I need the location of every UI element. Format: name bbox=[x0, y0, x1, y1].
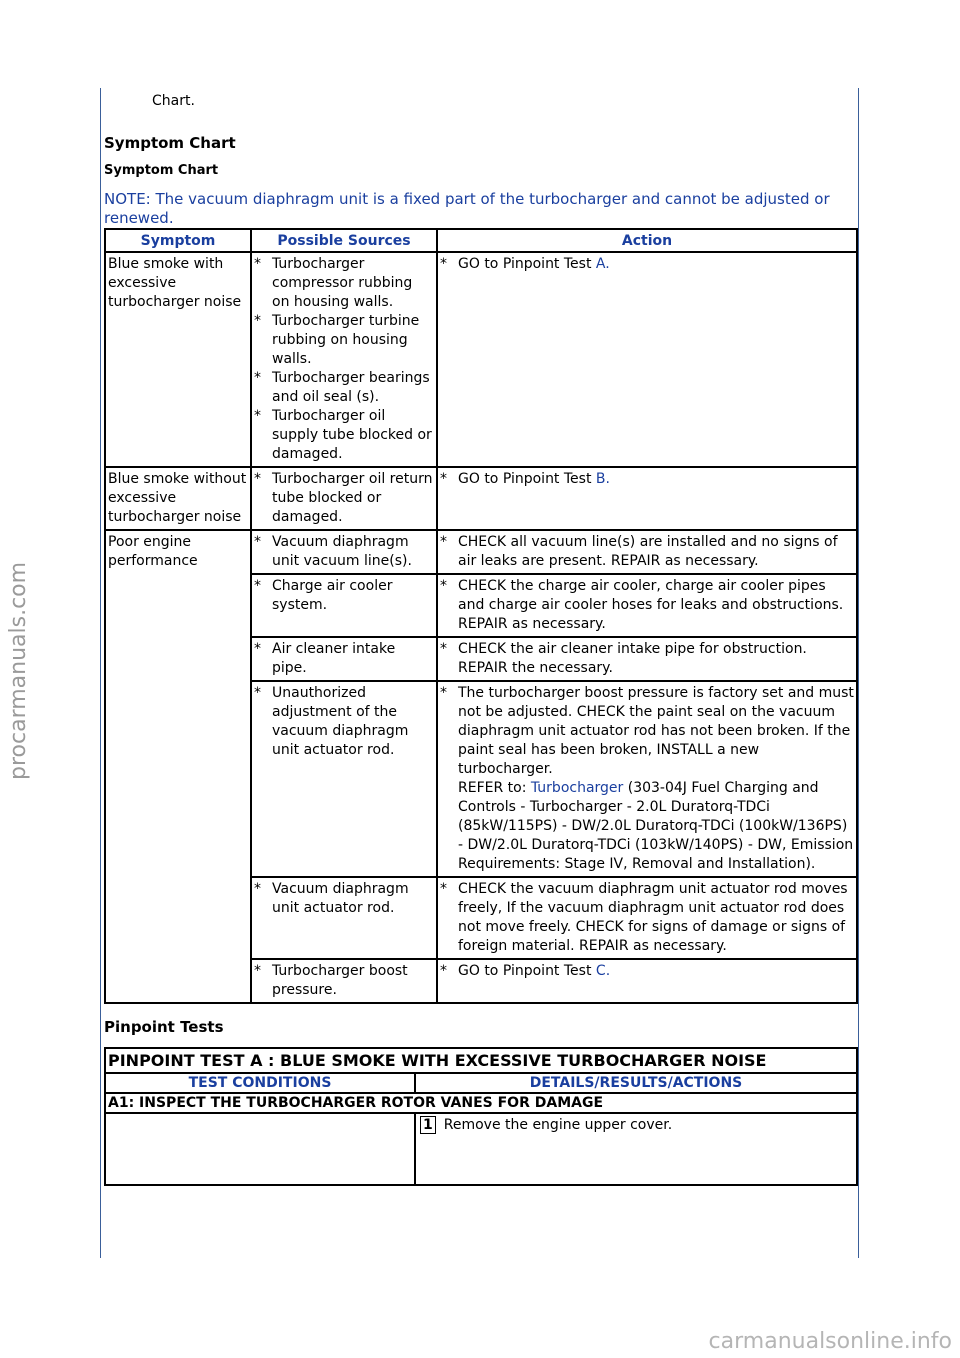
action-cell: * CHECK the charge air cooler, charge air cooler pipes and charge air cooler hoses for leaks and obstructions. REPAIR as necessary. bbox=[437, 574, 857, 637]
list-item: * Turbocharger turbine rubbing on housing walls. bbox=[254, 313, 420, 367]
pinpoint-tests-heading: Pinpoint Tests bbox=[104, 1018, 224, 1036]
table-row bbox=[105, 530, 857, 574]
document-content bbox=[104, 88, 856, 1186]
sources-cell: * Turbocharger boost pressure. bbox=[251, 959, 437, 1003]
symptom-chart-heading: Symptom Chart bbox=[104, 134, 236, 152]
page-frame-left bbox=[100, 88, 101, 1258]
symptom-chart-subheading: Symptom Chart bbox=[104, 163, 219, 178]
table-row bbox=[105, 467, 857, 530]
page-footer-faint bbox=[410, 1300, 413, 1311]
symptom-cell: Blue smoke without excessive turbocharger noise bbox=[105, 467, 251, 530]
pinpoint-test-title: PINPOINT TEST A : BLUE SMOKE WITH EXCESSIVE TURBOCHARGER NOISE bbox=[105, 1048, 857, 1073]
continued-text: Chart. bbox=[152, 93, 195, 109]
table-header-row bbox=[105, 229, 857, 252]
sources-cell bbox=[251, 467, 437, 530]
pinpoint-link-c[interactable]: C bbox=[595, 963, 606, 979]
list-item: * Turbocharger oil return tube blocked or damaged. bbox=[254, 471, 433, 525]
action-cell: * CHECK the vacuum diaphragm unit actuator rod moves freely, If the vacuum diaphragm unit actuator rod does not move freely. CHECK for signs of damage or signs of foreign material. REPAIR as necessary. bbox=[437, 877, 857, 959]
details-cell bbox=[415, 1113, 857, 1185]
page-frame-right bbox=[858, 88, 859, 1258]
action-cell: * GO to Pinpoint Test B. bbox=[437, 467, 857, 530]
pinpoint-link-a[interactable]: A bbox=[595, 256, 606, 272]
header-symptom: Symptom bbox=[105, 229, 251, 252]
action-cell: * CHECK the air cleaner intake pipe for obstruction. REPAIR the necessary. bbox=[437, 637, 857, 681]
header-test-conditions: TEST CONDITIONS bbox=[105, 1073, 415, 1093]
step-number: 1 bbox=[420, 1116, 436, 1134]
pinpoint-test-table bbox=[104, 1047, 858, 1186]
list-item: * Turbocharger bearings and oil seal (s). bbox=[254, 370, 430, 405]
sources-cell: * Unauthorized adjustment of the vacuum diaphragm unit actuator rod. bbox=[251, 681, 437, 877]
sources-cell: * Vacuum diaphragm unit actuator rod. bbox=[251, 877, 437, 959]
header-details-results-actions: DETAILS/RESULTS/ACTIONS bbox=[415, 1073, 857, 1093]
bottom-watermark: carmanualsonline.info bbox=[708, 1329, 952, 1354]
sources-cell: * Vacuum diaphragm unit vacuum line(s). bbox=[251, 530, 437, 574]
side-watermark: procarmanuals.com bbox=[6, 561, 31, 780]
action-cell: * GO to Pinpoint Test C. bbox=[437, 959, 857, 1003]
test-conditions-cell bbox=[105, 1113, 415, 1185]
sources-cell: * Air cleaner intake pipe. bbox=[251, 637, 437, 681]
step-a1-heading: A1: INSPECT THE TURBOCHARGER ROTOR VANES FOR DAMAGE bbox=[105, 1093, 857, 1113]
symptom-table bbox=[104, 228, 858, 1004]
list-item: * Turbocharger oil supply tube blocked or damaged. bbox=[254, 408, 432, 462]
action-cell: * CHECK all vacuum line(s) are installed and no signs of air leaks are present. REPAIR as necessary. bbox=[437, 530, 857, 574]
header-possible-sources: Possible Sources bbox=[251, 229, 437, 252]
list-item: * Turbocharger compressor rubbing on housing walls. bbox=[254, 256, 413, 310]
header-action: Action bbox=[437, 229, 857, 252]
action-cell: * GO to Pinpoint Test A. bbox=[437, 252, 857, 467]
pinpoint-link-b[interactable]: B bbox=[595, 471, 606, 487]
table-row bbox=[105, 252, 857, 467]
step-text: Remove the engine upper cover. bbox=[443, 1117, 673, 1133]
sources-cell bbox=[251, 252, 437, 467]
sources-cell: * Charge air cooler system. bbox=[251, 574, 437, 637]
action-cell: * The turbocharger boost pressure is factory set and must not be adjusted. CHECK the paint seal on the vacuum diaphragm unit actuator rod has not been broken. If the paint seal has been broken, INSTALL a new turbocharger. REFER to: Turbocharger (303-04J Fuel Charging and Controls - Turbocharger - 2.0L Duratorq-TDCi (85kW/115PS) - DW/2.0L Duratorq-TDCi (100kW/136PS) - DW/2.0L Duratorq-TDCi (103kW/140PS) - DW, Emission Requirements: Stage IV, Removal and Installation). bbox=[437, 681, 857, 877]
symptom-cell: Blue smoke with excessive turbocharger noise bbox=[105, 252, 251, 467]
symptom-cell: Poor engine performance bbox=[105, 530, 251, 1003]
note-text: NOTE: The vacuum diaphragm unit is a fixed part of the turbocharger and cannot be adjusted or renewed. bbox=[104, 190, 830, 227]
turbocharger-link[interactable]: Turbocharger bbox=[530, 780, 624, 796]
